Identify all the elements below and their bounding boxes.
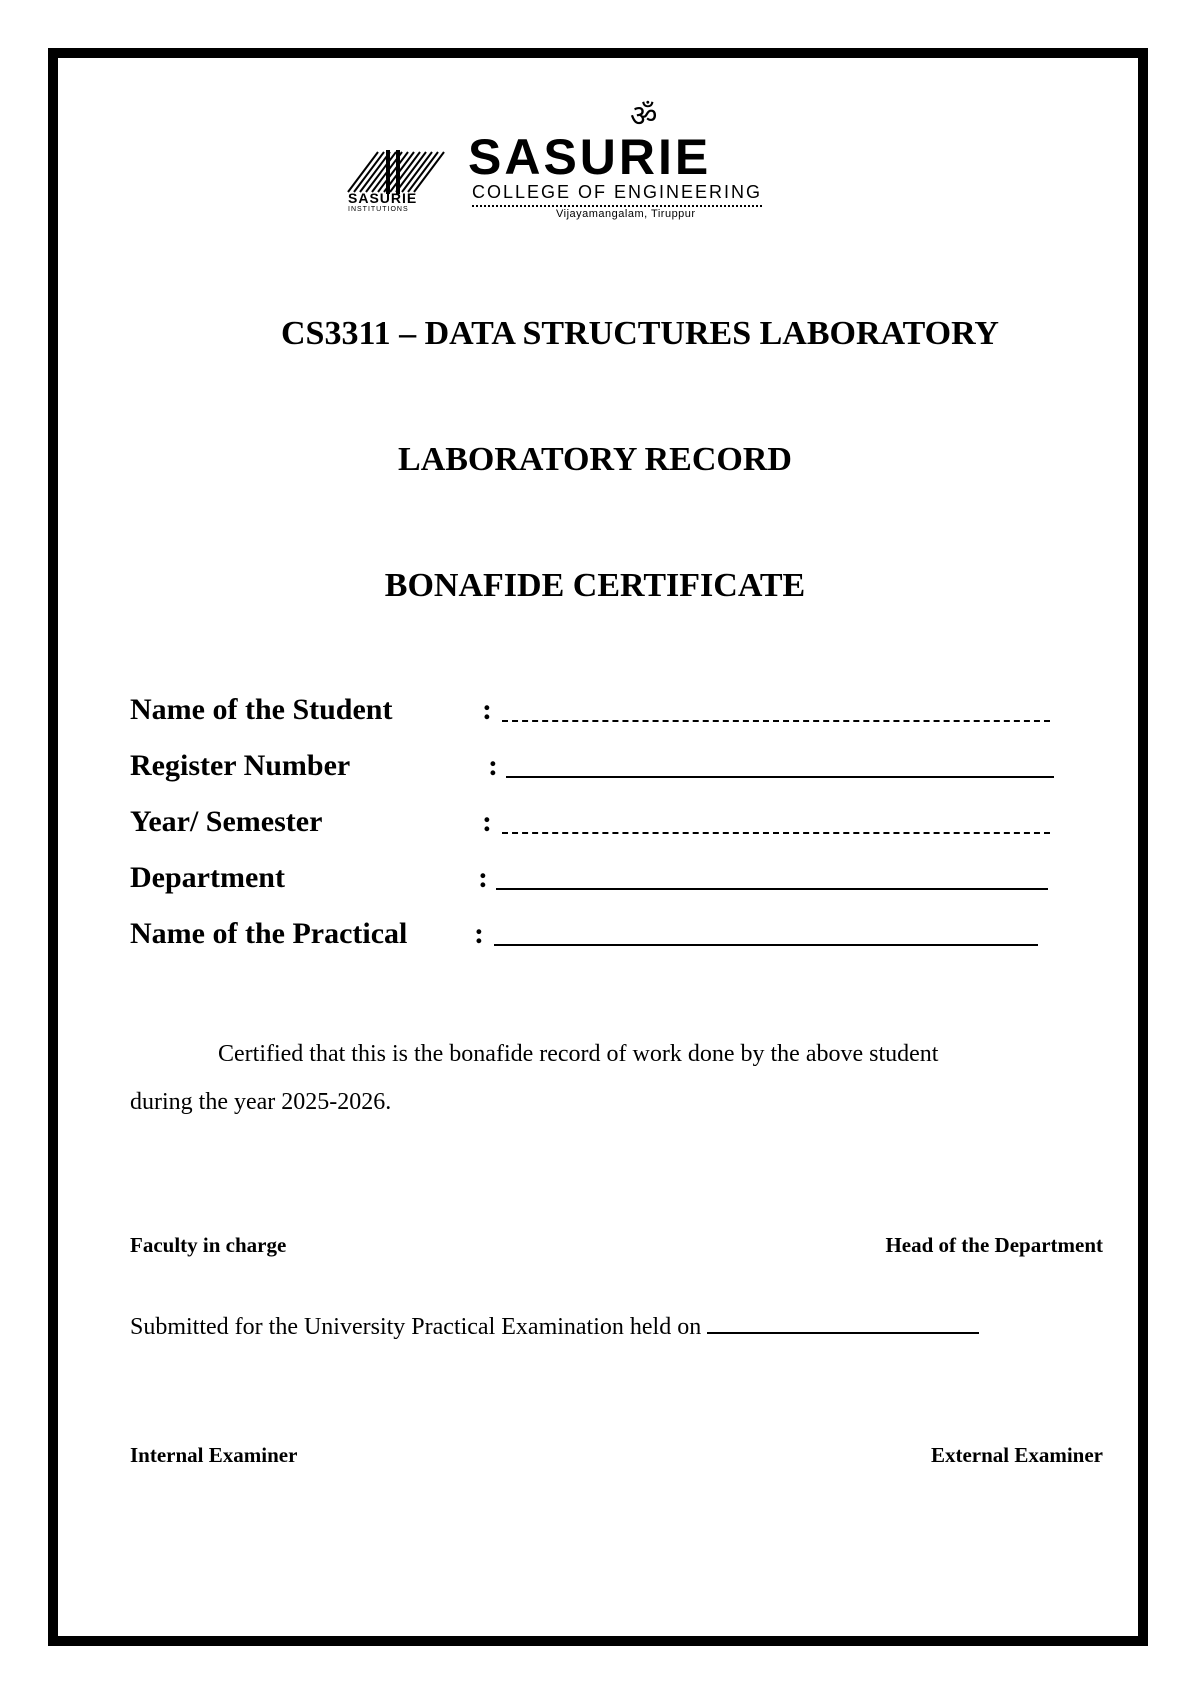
field-colon: : bbox=[488, 749, 498, 782]
college-name: COLLEGE OF ENGINEERING bbox=[472, 182, 762, 207]
field-colon: : bbox=[474, 917, 484, 950]
student-name-label: Name of the Student bbox=[130, 693, 393, 726]
year-semester-blank[interactable] bbox=[502, 832, 1050, 834]
exam-date-blank[interactable] bbox=[707, 1312, 979, 1334]
om-symbol: ॐ bbox=[630, 99, 658, 134]
certification-line-1: Certified that this is the bonafide record of work done by the above student bbox=[218, 1041, 939, 1067]
field-colon: : bbox=[478, 861, 488, 894]
field-colon: : bbox=[482, 805, 492, 838]
certification-line-2: during the year 2025-2026. bbox=[130, 1089, 392, 1115]
external-examiner-label: External Examiner bbox=[930, 1443, 1103, 1467]
college-brand: SASURIE bbox=[468, 129, 712, 185]
submission-line bbox=[130, 1312, 979, 1342]
practical-name-blank[interactable] bbox=[494, 944, 1038, 946]
course-title: CS3311 – DATA STRUCTURES LABORATORY bbox=[281, 315, 999, 352]
institution-name: SASURIE bbox=[348, 190, 418, 206]
page-border bbox=[48, 48, 1148, 1646]
practical-name-label: Name of the Practical bbox=[130, 917, 408, 950]
certification-text bbox=[130, 1030, 1110, 1126]
submission-text: Submitted for the University Practical Examination held on bbox=[130, 1314, 702, 1340]
field-colon: : bbox=[482, 693, 492, 726]
record-title: LABORATORY RECORD bbox=[398, 441, 792, 478]
register-number-label: Register Number bbox=[130, 749, 351, 782]
year-semester-label: Year/ Semester bbox=[130, 805, 323, 838]
college-logo bbox=[338, 99, 838, 222]
internal-examiner-label: Internal Examiner bbox=[130, 1443, 298, 1467]
faculty-signature-label: Faculty in charge bbox=[130, 1233, 287, 1257]
department-label: Department bbox=[130, 861, 285, 894]
college-location: Vijayamangalam, Tiruppur bbox=[556, 208, 696, 220]
hod-signature-label: Head of the Department bbox=[885, 1233, 1103, 1257]
certificate-title: BONAFIDE CERTIFICATE bbox=[384, 567, 806, 604]
student-name-blank[interactable] bbox=[502, 720, 1050, 722]
register-number-blank[interactable] bbox=[506, 776, 1054, 778]
department-blank[interactable] bbox=[496, 888, 1048, 890]
institution-subtitle: INSTITUTIONS bbox=[348, 206, 409, 213]
